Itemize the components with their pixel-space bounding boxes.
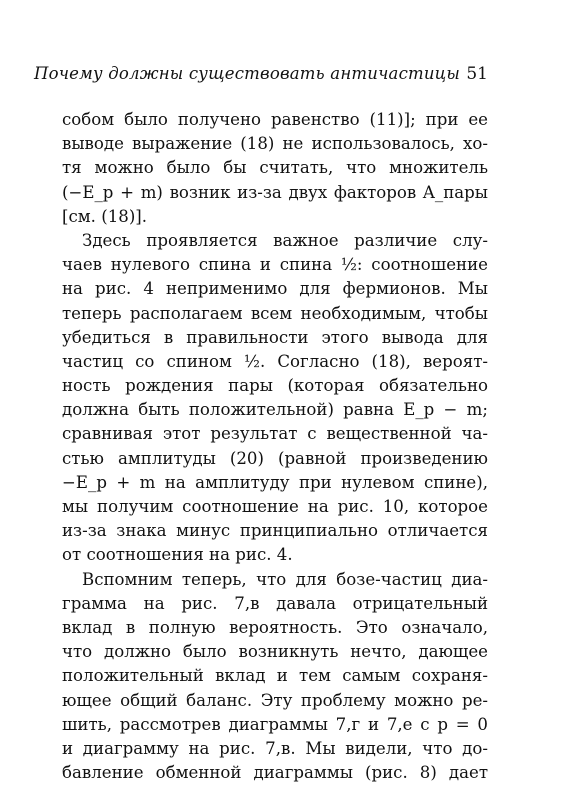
text-line: что должно было возникнуть нечто, дающее (62, 642, 488, 662)
text-line: из-за знака минус принципиально отличается (62, 521, 488, 541)
text-line: и диаграмму на рис. 7,в. Мы видели, что до- (62, 738, 488, 758)
text-line: грамма на рис. 7,в давала отрицательный (62, 593, 488, 613)
paragraph-1 (62, 108, 488, 229)
text-line: Здесь проявляется важное различие слу- (82, 230, 488, 250)
text-line: ность рождения пары (которая обязательно (62, 376, 488, 396)
text-line: тя можно было бы считать, что множитель (62, 158, 488, 178)
paragraph-3 (62, 568, 488, 786)
text-line: (−E_p + m) возник из-за двух факторов A_пары (62, 182, 488, 202)
text-line: шить, рассмотрев диаграммы 7,г и 7,е с p = 0 (62, 714, 488, 734)
text-line: на рис. 4 неприменимо для фермионов. Мы (62, 279, 488, 299)
text-line: выводе выражение (18) не использовалось, хо- (62, 134, 488, 154)
paragraph-2 (62, 229, 488, 568)
text-line: вклад в полную вероятность. Это означало, (62, 617, 488, 637)
running-title: Почему должны существовать античастицы (34, 64, 461, 83)
text-line: собом было получено равенство (11)]; при ее (62, 110, 488, 129)
text-line: ющее общий баланс. Эту проблему можно ре- (62, 690, 488, 710)
text-line: стью амплитуды (20) (равной произведению (62, 448, 488, 468)
text-line: положительный вклад и тем самым сохраня- (62, 666, 488, 686)
text-line: −E_p + m на амплитуду при нулевом спине), (62, 472, 488, 492)
text-line: бавление обменной диаграммы (рис. 8) дает (62, 763, 488, 783)
body-text (62, 108, 488, 785)
text-line: чаев нулевого спина и спина ½: соотношение (62, 255, 488, 275)
text-line: сравнивая этот результат с вещественной ча- (62, 424, 488, 444)
text-line: [см. (18)]. (62, 206, 148, 226)
running-header (34, 64, 488, 88)
text-line: Вспомним теперь, что для бозе-частиц диа- (82, 569, 488, 589)
text-line: от соотношения на рис. 4. (62, 545, 293, 565)
text-line: должна быть положительной) равна E_p − m; (62, 400, 488, 420)
text-line: теперь располагаем всем необходимым, чтобы (62, 303, 488, 323)
text-line: убедиться в правильности этого вывода для (62, 327, 488, 347)
text-line: мы получим соотношение на рис. 10, которое (62, 497, 488, 516)
text-line: частиц со спином ½. Согласно (18), вероят- (62, 351, 488, 371)
page-number: 51 (466, 64, 488, 84)
